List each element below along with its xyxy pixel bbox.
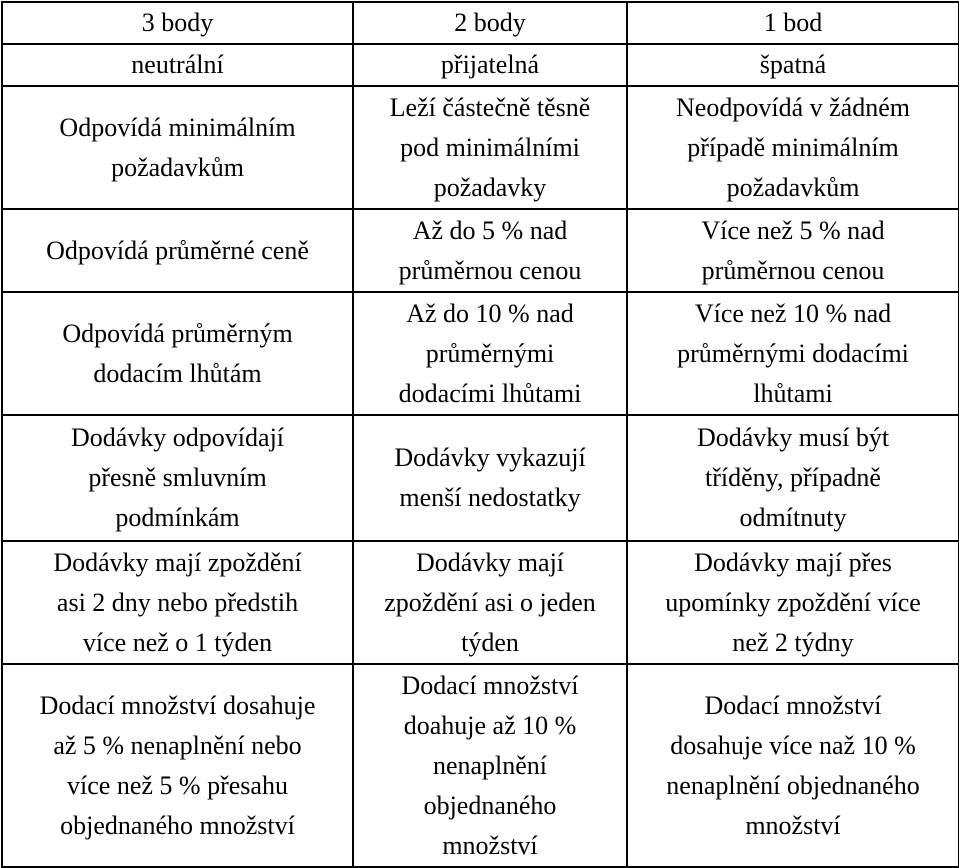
header-rating-bad: špatná xyxy=(627,44,959,86)
cell-line: zpoždění asi o jeden xyxy=(384,587,596,617)
cell-line: asi 2 dny nebo předstih xyxy=(56,587,299,617)
table-cell xyxy=(627,541,959,664)
cell-line: objednaného množství xyxy=(60,810,295,840)
cell-line: Leží částečně těsně xyxy=(389,92,591,122)
table-cell xyxy=(627,664,959,867)
table-cell xyxy=(353,664,627,867)
table-cell xyxy=(2,415,353,541)
table-row xyxy=(2,664,959,867)
cell-line: průměrnými xyxy=(425,338,555,368)
cell-line: dodacím lhůtám xyxy=(93,358,262,388)
cell-line: Dodávky mají přes xyxy=(694,547,892,577)
header-rating-acceptable: přijatelná xyxy=(353,44,627,86)
header-rating-neutral: neutrální xyxy=(2,44,353,86)
header-row-rating xyxy=(2,44,959,86)
table-cell xyxy=(2,541,353,664)
cell-line: než 2 týdny xyxy=(732,627,854,657)
cell-line: Dodací množství xyxy=(704,690,882,720)
cell-line: tříděny, případně xyxy=(705,463,881,492)
table-cell xyxy=(353,209,627,292)
cell-line: požadavky xyxy=(433,172,547,202)
cell-line: dosahuje více naž 10 % xyxy=(670,730,916,760)
cell-line: Více než 10 % nad xyxy=(694,298,892,328)
table-row xyxy=(2,209,959,292)
table-cell xyxy=(2,664,353,867)
cell-line: Více než 5 % nad xyxy=(701,215,885,245)
cell-line: přesně smluvním xyxy=(88,463,267,492)
cell-line: Dodací množství dosahuje xyxy=(39,690,316,720)
cell-line: lhůtami xyxy=(753,378,833,408)
cell-line: Dodávky mají xyxy=(415,547,565,577)
cell-line: množství xyxy=(745,810,841,840)
cell-line: upomínky zpoždění více xyxy=(665,587,921,617)
table-row xyxy=(2,541,959,664)
cell-line: průměrnou cenou xyxy=(398,255,582,285)
cell-line: případě minimálním xyxy=(687,132,899,162)
table-cell xyxy=(627,86,959,209)
table-cell xyxy=(2,209,353,292)
cell-line: doahuje až 10 % xyxy=(403,710,577,740)
table-cell xyxy=(627,415,959,541)
cell-line: podmínkám xyxy=(115,503,240,532)
table-cell xyxy=(353,292,627,415)
table-cell xyxy=(627,292,959,415)
cell-line: Dodávky vykazují xyxy=(394,443,586,472)
cell-line: více než o 1 týden xyxy=(82,627,273,657)
cell-line: Neodpovídá v žádném xyxy=(676,92,910,122)
supplier-rating-table xyxy=(1,1,959,868)
table-cell xyxy=(353,541,627,664)
table-row xyxy=(2,292,959,415)
cell-line: pod minimálními xyxy=(400,132,580,162)
table-row xyxy=(2,86,959,209)
cell-line: Dodávky odpovídají xyxy=(70,423,285,452)
cell-line: Odpovídá minimálním xyxy=(59,112,296,142)
header-points-1: 1 bod xyxy=(627,2,959,44)
table-row xyxy=(2,415,959,541)
header-row-points xyxy=(2,2,959,44)
table-cell xyxy=(2,86,353,209)
cell-line: dodacími lhůtami xyxy=(398,378,582,408)
cell-line: nenaplnění xyxy=(432,750,548,780)
cell-line: Až do 5 % nad xyxy=(412,215,568,245)
cell-line: více než 5 % přesahu xyxy=(67,770,288,800)
cell-line: Až do 10 % nad xyxy=(406,298,574,328)
header-points-2: 2 body xyxy=(353,2,627,44)
cell-line: průměrnou cenou xyxy=(701,255,885,285)
cell-line: odmítnuty xyxy=(739,503,847,532)
cell-line: menší nedostatky xyxy=(399,483,581,512)
table-cell xyxy=(353,86,627,209)
cell-line: týden xyxy=(461,627,519,657)
cell-line: Odpovídá průměrné ceně xyxy=(46,235,309,265)
cell-line: objednaného xyxy=(423,790,557,820)
cell-line: Dodací množství xyxy=(401,670,579,700)
table-cell xyxy=(627,209,959,292)
cell-line: množství xyxy=(442,830,538,860)
cell-line: průměrnými dodacími xyxy=(677,338,909,368)
cell-line: Odpovídá průměrným xyxy=(62,318,293,348)
cell-line: požadavkům xyxy=(111,152,244,182)
cell-line: požadavkům xyxy=(726,172,860,202)
table-cell xyxy=(2,292,353,415)
cell-line: nenaplnění objednaného xyxy=(666,770,920,800)
cell-line: Dodávky musí být xyxy=(696,423,890,452)
table-cell xyxy=(353,415,627,541)
cell-line: až 5 % nenaplnění nebo xyxy=(53,730,302,760)
header-points-3: 3 body xyxy=(2,2,353,44)
cell-line: Dodávky mají zpoždění xyxy=(53,547,302,577)
